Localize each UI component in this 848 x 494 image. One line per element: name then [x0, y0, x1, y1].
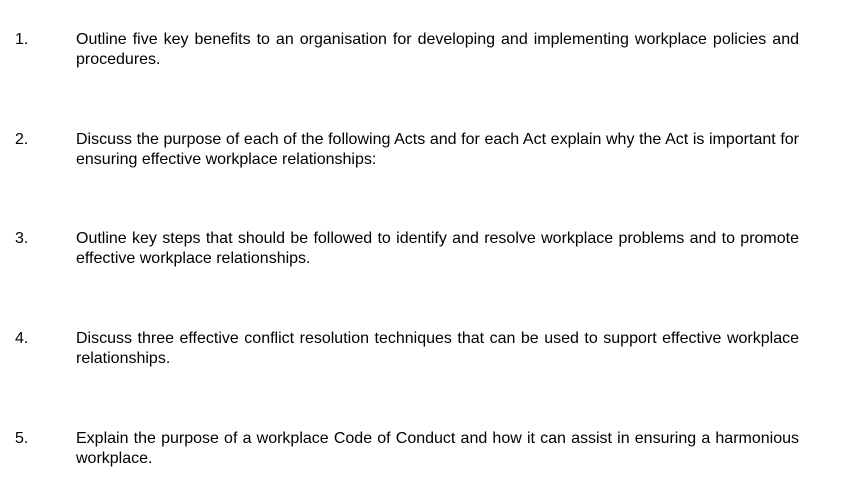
question-number: 1.: [15, 31, 29, 48]
question-number: 5.: [15, 430, 29, 447]
question-text: Discuss three effective conflict resolution techniques that can be used to support effective workplace relationships.: [76, 330, 799, 367]
question-number: 4.: [15, 330, 29, 347]
question-text: Explain the purpose of a workplace Code of Conduct and how it can assist in ensuring a harmonious workplace.: [76, 430, 799, 467]
question-text: Outline key steps that should be followed to identify and resolve workplace problems and to promote effective workplace relationships.: [76, 230, 799, 267]
question-text: Outline five key benefits to an organisation for developing and implementing workplace policies and procedures.: [76, 31, 799, 68]
question-number: 3.: [15, 230, 29, 247]
question-number: 2.: [15, 131, 29, 148]
question-text: Discuss the purpose of each of the following Acts and for each Act explain why the Act is important for ensuring effective workplace relationships:: [76, 131, 799, 168]
